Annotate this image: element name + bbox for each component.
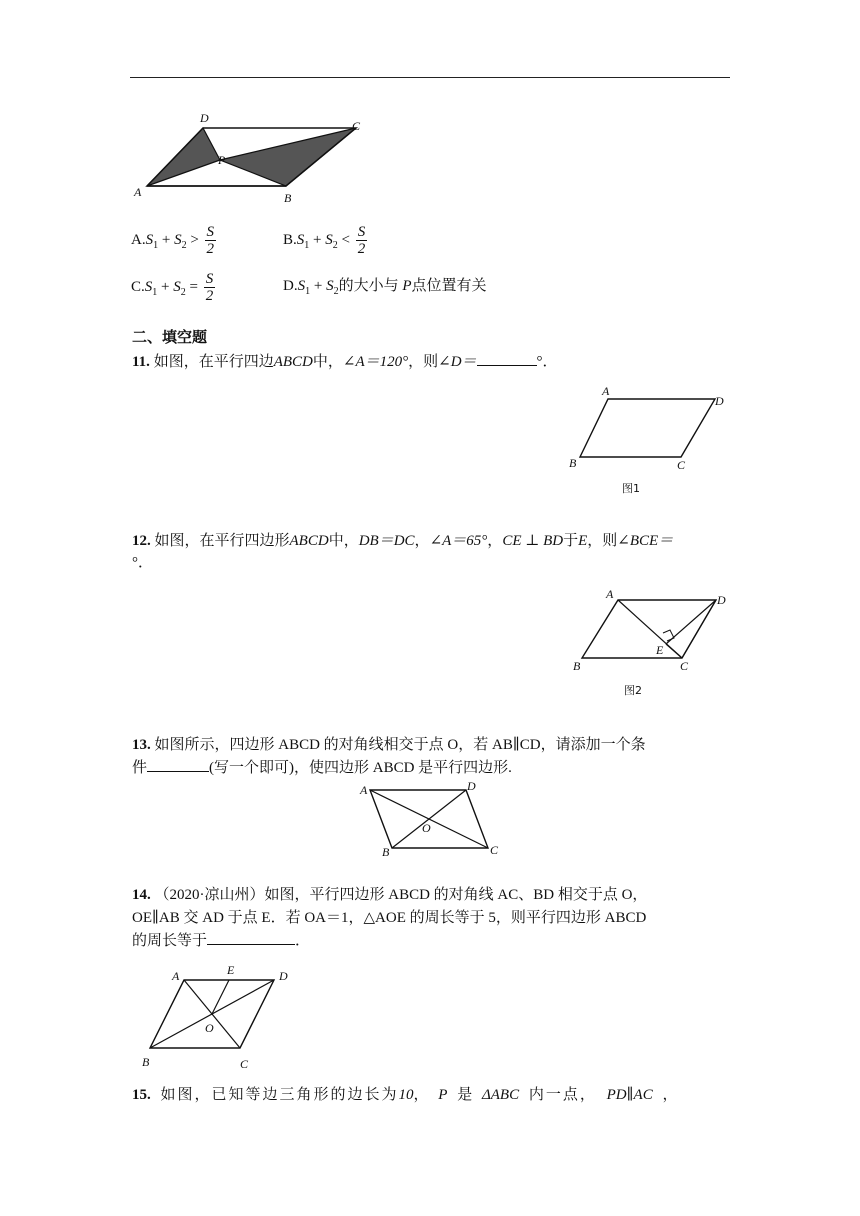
q14-label-e: E [227,963,235,977]
q11-parallelogram-diagram [565,385,735,475]
text-span: ，则 [408,354,439,370]
q11-label-b: B [569,456,577,470]
text-span: ∠A＝65° [429,533,488,549]
q14-figure [138,962,298,1074]
text-span: 11. [132,354,150,370]
text-span: 13. [132,737,151,753]
text-span: (写一个即可)，使四边形 ABCD 是平行四边形. [209,760,512,776]
text-span: S [206,224,215,240]
text-span: < [341,231,350,248]
text-span: 14. [132,887,151,903]
text-span: ABCD [289,533,329,549]
q14-label-o: O [205,1021,214,1035]
text-span: （2020·凉山州）如图，平行四边形 ABCD 的对角线 AC、BD 相交于点 O， [154,887,648,903]
q12-label-b: B [573,659,581,673]
q13-text-line2 [132,757,512,779]
q10-option-d[interactable]: $D.S_1 + S_2$的大小与 P点位置有关 [283,278,487,297]
q12-text-line2 [132,552,153,574]
q13-label-d: D [467,779,476,793]
q12-parallelogram-diagram [568,588,738,678]
text-span: OE∥AB 交 AD 于点 E．若 OA＝1，△AOE 的周长等于 5，则平行四边形 ABCD [132,910,647,926]
text-span: ， [662,1087,678,1103]
text-span: > [190,231,199,248]
text-span: E [578,533,588,549]
q12-text [132,530,673,552]
text-span: 如图，在平行四边 [153,354,274,370]
q13-label-o: O [422,821,431,835]
q10-option-b[interactable]: $B.S_1 + S_2$ < $\frac{S}{2}$ [283,224,366,257]
text-span: ，则 [587,533,618,549]
text-span: ∠BCE＝ [617,533,674,549]
q10-label-b: B [284,191,292,205]
text-span: 点位置有关 [411,278,487,294]
text-span: C. [131,278,145,295]
q12-label-d: D [717,593,726,607]
text-span: 件 [132,760,148,776]
text-span: P [438,1087,448,1103]
text-span: S [205,271,214,287]
q14-label-b: B [142,1055,150,1069]
q11-answer-blank[interactable] [477,351,537,366]
q14-text-line1 [132,884,647,906]
text-span: 是 [457,1087,473,1103]
q14-parallelogram-diagram [138,962,298,1074]
text-span: DB＝DC [358,533,415,549]
q14-text-line3 [132,930,310,952]
q10-label-d: D [200,111,209,125]
q13-label-c: C [490,843,499,857]
text-span: 的大小与 [338,278,399,294]
text-span: 2 [205,288,214,304]
header-rule [130,77,730,78]
q14-label-a: A [172,969,180,983]
q11-label-a: A [602,384,610,398]
q11-label-d: D [715,394,724,408]
text-span: ， [414,533,430,549]
q11-figure [565,385,735,475]
text-span: PD∥AC [606,1087,653,1103]
text-span: 于 [563,533,579,549]
q14-answer-blank[interactable] [207,930,295,945]
q12-label-c: C [680,659,689,673]
fraction-s-over-2 [205,224,217,257]
q10-figure [130,110,370,210]
text-span: CE ⊥ BD [502,533,564,549]
q10-parallelogram-diagram [130,110,370,210]
q12-label-e: E [656,643,664,657]
q10-label-c: C [352,119,361,133]
q13-label-a: A [360,783,368,797]
q10-option-c[interactable]: $C.S_1 + S_2$ = $\frac{S}{2}$ [131,271,214,304]
text-span: °． [536,354,558,370]
q14-text-line2 [132,907,646,929]
text-span: ． [295,933,311,949]
text-span: ∠D＝ [438,354,477,370]
q13-figure [356,778,506,860]
q13-answer-blank[interactable] [147,757,209,772]
text-span: 12. [132,533,151,549]
text-span: P [402,278,412,294]
section-title: 二、填空题 [132,328,208,346]
q10-label-p: P [218,153,226,167]
text-span: 10 [398,1087,414,1103]
q12-figure [568,588,738,678]
text-span: 内一点， [528,1087,597,1103]
text-span: 中， [312,354,343,370]
text-span: S [357,224,366,240]
q13-text-line1 [132,734,646,756]
q12-label-a: A [606,587,614,601]
q11-caption: 图1 [622,482,640,495]
text-span: A. [131,231,146,248]
text-span: ABCD [273,354,313,370]
text-span: 的周长等于 [132,933,208,949]
text-span: ， [487,533,503,549]
text-span: 15. [132,1087,151,1103]
text-span: ∠A＝120° [342,354,409,370]
text-span: 2 [357,241,366,257]
text-span: 如图所示，四边形 ABCD 的对角线相交于点 O，若 AB∥CD，请添加一个条 [154,737,646,753]
fraction-s-over-2 [204,271,216,304]
text-span: ， [413,1087,429,1103]
text-span: 中， [328,533,359,549]
text-span: = [189,278,198,295]
q11-label-c: C [677,458,686,472]
q14-label-d: D [279,969,288,983]
q10-label-a: A [134,185,142,199]
text-span: 如图，在平行四边形 [154,533,290,549]
text-span: D. [283,278,298,294]
text-span: ΔABC [481,1087,520,1103]
text-span: 如图，已知等边三角形的边长为 [160,1087,399,1103]
q13-quadrilateral-diagram [356,778,506,860]
q14-label-c: C [240,1057,249,1071]
q13-label-b: B [382,845,390,859]
q12-caption: 图2 [624,684,642,697]
text-span: 2 [206,241,215,257]
q10-option-a[interactable]: $A.S_1 + S_2$ > $\frac{S}{2}$ [131,224,215,257]
q11-text [132,351,558,373]
text-span: B. [283,231,297,248]
fraction-s-over-2 [356,224,368,257]
q15-text [132,1084,677,1106]
text-span: °． [132,555,153,571]
